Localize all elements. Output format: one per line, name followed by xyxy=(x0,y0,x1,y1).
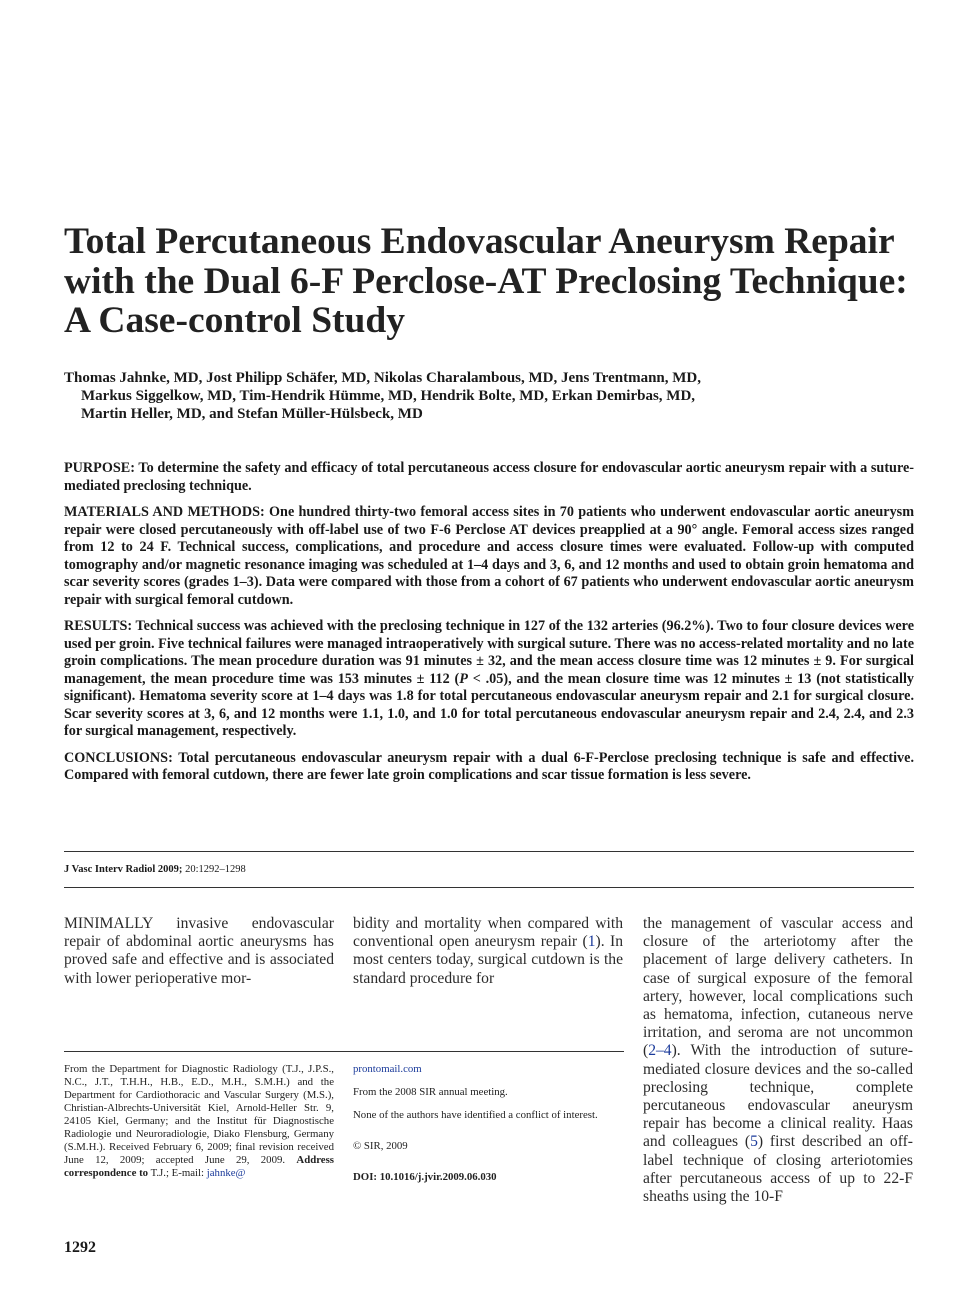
email-link[interactable]: prontomail.com xyxy=(353,1063,422,1075)
affiliation-footnote: From the Department for Diagnostic Radiology (T.J., J.P.S., N.C., J.T., T.H.H., H.B., E.D., M.H., S.M.H.) and the Department for Cardiothoracic and Vascular Surgery (M.S.), Christian-Albrechts-Universität Kiel, Arnold-Heller Str. 9, 24105 Kiel, Germany; and the Institut für Diagnostische Radiologie und Neuroradiologie, Diako Flensburg, Germany (S.M.H.). Received February 6, 2009; final revision received June 12, 2009; accepted June 29, 2009. Address correspondence to T.J.; E-mail: jahnke@ xyxy=(64,1063,334,1179)
email-link[interactable]: jahnke@ xyxy=(206,1167,246,1179)
drop-cap: MINIMALLY xyxy=(64,915,153,932)
body-column-1: MINIMALLY invasive endovascular repair of abdominal aortic aneurysms has proved safe and effective and is associated with lower perioperative mor- xyxy=(64,915,334,987)
reference-link[interactable]: 2–4 xyxy=(648,1042,672,1060)
reference-link[interactable]: 1 xyxy=(587,933,596,951)
journal-citation: J Vasc Interv Radiol 2009; 20:1292–1298 xyxy=(64,864,246,875)
abstract-results: RESULTS: Technical success was achieved with the preclosing technique in 127 of the 132 arteries (96.2%). Two to four closure devices were used per groin. Five technical failures were managed intraoperatively with surgical suture. There was no access-related mortality and no late groin complications. The mean procedure duration was 91 minutes ± 32, and the mean access closure time was 12 minutes ± 9. For surgical management, the mean procedure time was 153 minutes ± 112 (P < .05), and the mean closure time was 12 minutes ± 13 (not statistically significant). Hematoma severity score at 1–4 days was 1.8 for total percutaneous endovascular aneurysm repair and 2.1 for surgical closure. Scar severity scores at 3, 6, and 12 months were 1.1, 1.0, and 1.0 for total percutaneous endovascular aneurysm repair and 2.4, 2.4, and 2.3 for surgical management, respectively. xyxy=(64,618,914,739)
doi: DOI: 10.1016/j.jvir.2009.06.030 xyxy=(353,1171,497,1183)
abstract-conclusions: CONCLUSIONS: Total percutaneous endovascular aneurysm repair with a dual 6-F-Perclose preclosing technique is safe and effective. Compared with femoral cutdown, there are fewer late groin complications and scar tissue formation is less severe. xyxy=(64,749,914,783)
meeting-note: From the 2008 SIR annual meeting. xyxy=(353,1086,508,1098)
footnote-divider xyxy=(64,1051,624,1052)
divider xyxy=(64,887,914,888)
copyright: © SIR, 2009 xyxy=(353,1140,408,1152)
author-line: Thomas Jahnke, MD, Jost Philipp Schäfer, MD, Nikolas Charalambous, MD, Jens Trentmann, MD, xyxy=(64,370,702,386)
author-list xyxy=(64,369,854,423)
reference-link[interactable]: 5 xyxy=(750,1133,758,1151)
abstract-purpose: PURPOSE: To determine the safety and efficacy of total percutaneous access closure for endovascular aortic aneurysm repair with a suture-mediated preclosing technique. xyxy=(64,460,914,494)
article-title: Total Percutaneous Endovascular Aneurysm Repair with the Dual 6-F Perclose-AT Preclosing Technique: A Case-control Study xyxy=(64,221,908,341)
author-line: Markus Siggelkow, MD, Tim-Hendrik Hümme, MD, Hendrik Bolte, MD, Erkan Demirbas, MD, xyxy=(81,388,696,404)
divider xyxy=(64,851,914,852)
conflict-note: None of the authors have identified a conflict of interest. xyxy=(353,1109,598,1121)
abstract-methods: MATERIALS AND METHODS: One hundred thirty-two femoral access sites in 70 patients who underwent endovascular aortic aneurysm repair were closed percutaneously with off-label use of two F-6 Perclose AT devices preapplied at a 90° angle. Femoral access sizes ranged from 12 to 24 F. Technical success, complications, and procedure and access closure times were evaluated. Follow-up with computed tomography and/or magnetic resonance imaging was scheduled at 1–4 days and 3, 6, and 12 months and used to obtain groin hematoma and scar severity scores (grades 1–3). Data were compared with those from a cohort of 67 patients who underwent endovascular aortic aneurysm repair with surgical femoral cutdown. xyxy=(64,504,915,608)
author-line: Martin Heller, MD, and Stefan Müller-Hülsbeck, MD xyxy=(81,406,423,422)
footnotes-right xyxy=(353,1063,623,1194)
abstract xyxy=(64,460,914,794)
page-number: 1292 xyxy=(64,1239,96,1256)
body-column-3: the management of vascular access and closure of the arteriotomy after the placement of large delivery catheters. In case of surgical exposure of the femoral artery, however, local complications such as hematoma, infection, cutaneous nerve irritation, and seroma are not uncommon (2–4). With the introduction of suture-mediated closure devices and the so-called preclosing technique, complete percutaneous endovascular aneurysm repair has become a clinical reality. Haas and colleagues (5) first described an off-label technique of closing arteriotomies after percutaneous access of up to 22-F sheaths using the 10-F xyxy=(643,915,913,1206)
body-column-2: bidity and mortality when compared with conventional open aneurysm repair (1). In most centers today, surgical cutdown is the standard procedure for xyxy=(353,915,623,987)
